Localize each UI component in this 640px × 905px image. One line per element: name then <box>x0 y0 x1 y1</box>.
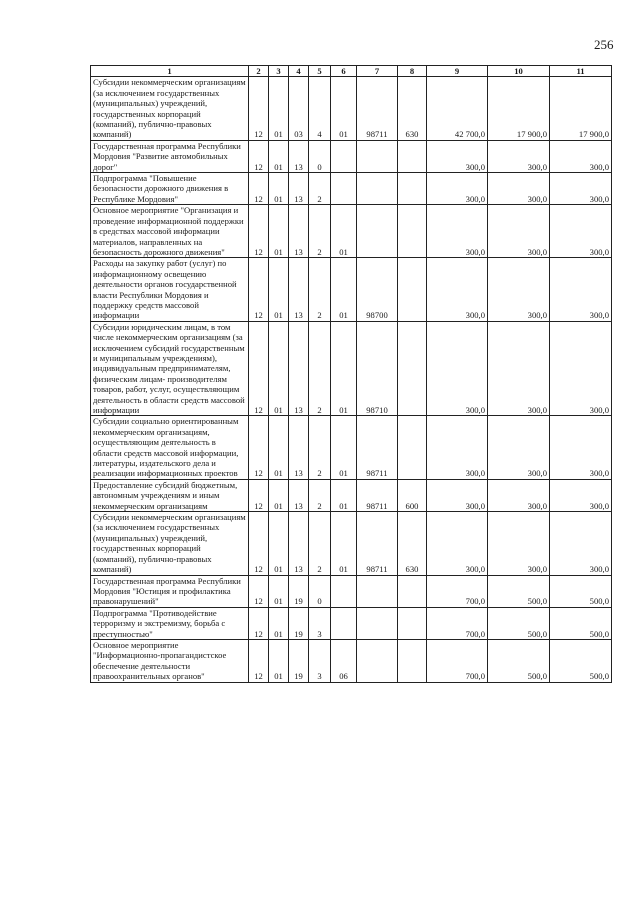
cell-code-4: 03 <box>289 77 309 140</box>
cell-amount-9: 300,0 <box>427 512 488 575</box>
cell-code-3: 01 <box>269 77 289 140</box>
cell-amount-10: 300,0 <box>488 479 550 511</box>
table-row <box>91 77 612 140</box>
column-header: 2 <box>249 66 269 77</box>
cell-code-5: 2 <box>309 173 331 205</box>
table-row <box>91 512 612 575</box>
row-description: Субсидии юридическим лицам, в том числе некоммерческим организациям (за исключением субсидий государственным и муниципальным учреждениям), индивидуальным предпринимателям, физическим лицам- производителям товаров, работ, услуг, осуществляющим деятельность в области средств массовой информации <box>91 321 249 416</box>
cell-code-7 <box>357 205 398 258</box>
cell-code-5: 3 <box>309 639 331 682</box>
column-header: 3 <box>269 66 289 77</box>
cell-code-7 <box>357 607 398 639</box>
cell-code-8: 600 <box>398 479 427 511</box>
cell-code-3: 01 <box>269 258 289 321</box>
cell-code-3: 01 <box>269 205 289 258</box>
cell-code-2: 12 <box>249 512 269 575</box>
cell-code-2: 12 <box>249 416 269 479</box>
row-description: Субсидии социально ориентированным некоммерческим организациям, осуществляющим деятельность в области средств массовой информации, литературы, издательского дела и реализации информационных проектов <box>91 416 249 479</box>
cell-code-8 <box>398 639 427 682</box>
cell-amount-10: 500,0 <box>488 575 550 607</box>
cell-amount-10: 300,0 <box>488 258 550 321</box>
cell-code-6: 01 <box>331 258 357 321</box>
row-description: Основное мероприятие "Организация и проведение информационной поддержки в средствах массовой информации материалов, направленных на безопасность дорожного движения" <box>91 205 249 258</box>
cell-amount-11: 300,0 <box>550 173 612 205</box>
cell-code-3: 01 <box>269 607 289 639</box>
cell-code-3: 01 <box>269 173 289 205</box>
table-row <box>91 258 612 321</box>
table-row <box>91 479 612 511</box>
cell-amount-9: 300,0 <box>427 416 488 479</box>
cell-amount-11: 300,0 <box>550 258 612 321</box>
cell-code-3: 01 <box>269 575 289 607</box>
page-number: 256 <box>594 37 614 52</box>
column-header: 1 <box>91 66 249 77</box>
cell-code-6 <box>331 140 357 172</box>
cell-code-5: 2 <box>309 205 331 258</box>
row-description: Расходы на закупку работ (услуг) по информационному освещению деятельности органов государственной власти Республики Мордовия и поддержку средств массовой информации <box>91 258 249 321</box>
cell-amount-10: 300,0 <box>488 512 550 575</box>
cell-code-8 <box>398 258 427 321</box>
cell-code-5: 2 <box>309 512 331 575</box>
column-header: 10 <box>488 66 550 77</box>
cell-code-4: 13 <box>289 140 309 172</box>
cell-code-3: 01 <box>269 512 289 575</box>
cell-code-3: 01 <box>269 416 289 479</box>
cell-code-4: 13 <box>289 173 309 205</box>
header-row <box>91 66 612 77</box>
cell-code-8 <box>398 575 427 607</box>
cell-code-2: 12 <box>249 575 269 607</box>
cell-amount-9: 700,0 <box>427 575 488 607</box>
cell-code-7: 98710 <box>357 321 398 416</box>
cell-amount-10: 300,0 <box>488 173 550 205</box>
cell-code-6: 01 <box>331 205 357 258</box>
row-description: Основное мероприятие "Информационно-пропагандистское обеспечение деятельности правоохранительных органов" <box>91 639 249 682</box>
column-header: 4 <box>289 66 309 77</box>
cell-code-2: 12 <box>249 173 269 205</box>
cell-code-8: 630 <box>398 512 427 575</box>
cell-amount-10: 300,0 <box>488 140 550 172</box>
cell-code-7 <box>357 173 398 205</box>
cell-amount-11: 300,0 <box>550 416 612 479</box>
cell-code-4: 13 <box>289 416 309 479</box>
cell-code-5: 0 <box>309 575 331 607</box>
cell-code-8 <box>398 173 427 205</box>
cell-amount-11: 300,0 <box>550 205 612 258</box>
table-row <box>91 321 612 416</box>
table-row <box>91 575 612 607</box>
cell-amount-10: 17 900,0 <box>488 77 550 140</box>
cell-code-5: 0 <box>309 140 331 172</box>
cell-amount-11: 300,0 <box>550 321 612 416</box>
row-description: Предоставление субсидий бюджетным, автономным учреждениям и иным некоммерческим организациям <box>91 479 249 511</box>
row-description: Государственная программа Республики Мордовия "Юстиция и профилактика правонарушений" <box>91 575 249 607</box>
table-row <box>91 140 612 172</box>
cell-code-6 <box>331 575 357 607</box>
cell-code-6: 01 <box>331 321 357 416</box>
cell-code-5: 4 <box>309 77 331 140</box>
cell-code-7: 98711 <box>357 479 398 511</box>
cell-code-2: 12 <box>249 607 269 639</box>
table-row <box>91 416 612 479</box>
cell-amount-9: 300,0 <box>427 258 488 321</box>
row-description: Субсидии некоммерческим организациям (за исключением государственных (муниципальных) учреждений, государственных корпораций (компаний), публично-правовых компаний) <box>91 77 249 140</box>
cell-code-6: 06 <box>331 639 357 682</box>
cell-amount-9: 300,0 <box>427 173 488 205</box>
row-description: Государственная программа Республики Мордовия "Развитие автомобильных дорог" <box>91 140 249 172</box>
cell-amount-11: 300,0 <box>550 140 612 172</box>
cell-code-6: 01 <box>331 479 357 511</box>
column-header: 5 <box>309 66 331 77</box>
cell-code-8 <box>398 607 427 639</box>
cell-code-8: 630 <box>398 77 427 140</box>
cell-code-8 <box>398 205 427 258</box>
cell-amount-10: 300,0 <box>488 205 550 258</box>
cell-amount-10: 300,0 <box>488 416 550 479</box>
cell-amount-9: 300,0 <box>427 479 488 511</box>
cell-amount-10: 300,0 <box>488 321 550 416</box>
cell-amount-9: 42 700,0 <box>427 77 488 140</box>
cell-amount-9: 300,0 <box>427 140 488 172</box>
cell-code-7: 98700 <box>357 258 398 321</box>
cell-code-4: 13 <box>289 512 309 575</box>
cell-code-8 <box>398 416 427 479</box>
cell-code-5: 3 <box>309 607 331 639</box>
row-description: Подпрограмма "Повышение безопасности дорожного движения в Республике Мордовия" <box>91 173 249 205</box>
cell-code-7 <box>357 140 398 172</box>
column-header: 11 <box>550 66 612 77</box>
cell-code-7: 98711 <box>357 512 398 575</box>
cell-code-7: 98711 <box>357 416 398 479</box>
cell-code-4: 19 <box>289 639 309 682</box>
cell-amount-11: 300,0 <box>550 512 612 575</box>
cell-code-5: 2 <box>309 479 331 511</box>
cell-code-7 <box>357 639 398 682</box>
cell-amount-10: 500,0 <box>488 639 550 682</box>
cell-amount-10: 500,0 <box>488 607 550 639</box>
cell-code-4: 13 <box>289 321 309 416</box>
cell-code-8 <box>398 140 427 172</box>
cell-amount-11: 500,0 <box>550 639 612 682</box>
cell-code-2: 12 <box>249 321 269 416</box>
column-header: 8 <box>398 66 427 77</box>
cell-amount-11: 17 900,0 <box>550 77 612 140</box>
cell-code-3: 01 <box>269 140 289 172</box>
table-row <box>91 639 612 682</box>
cell-amount-9: 700,0 <box>427 639 488 682</box>
cell-amount-11: 300,0 <box>550 479 612 511</box>
cell-code-2: 12 <box>249 77 269 140</box>
cell-code-2: 12 <box>249 639 269 682</box>
cell-code-2: 12 <box>249 205 269 258</box>
row-description: Субсидии некоммерческим организациям (за исключением государственных (муниципальных) учреждений, государственных корпораций (компаний), публично-правовых компаний) <box>91 512 249 575</box>
cell-code-3: 01 <box>269 639 289 682</box>
cell-code-6 <box>331 607 357 639</box>
cell-code-6: 01 <box>331 416 357 479</box>
cell-amount-9: 300,0 <box>427 205 488 258</box>
cell-code-7 <box>357 575 398 607</box>
cell-code-5: 2 <box>309 321 331 416</box>
cell-code-2: 12 <box>249 479 269 511</box>
cell-code-6: 01 <box>331 77 357 140</box>
table-row <box>91 205 612 258</box>
cell-amount-11: 500,0 <box>550 607 612 639</box>
cell-code-4: 19 <box>289 607 309 639</box>
cell-code-8 <box>398 321 427 416</box>
cell-code-4: 13 <box>289 205 309 258</box>
cell-code-6 <box>331 173 357 205</box>
table-row <box>91 607 612 639</box>
row-description: Подпрограмма "Противодействие терроризму и экстремизму, борьба с преступностью" <box>91 607 249 639</box>
cell-amount-9: 700,0 <box>427 607 488 639</box>
column-header: 6 <box>331 66 357 77</box>
cell-code-7: 98711 <box>357 77 398 140</box>
cell-amount-11: 500,0 <box>550 575 612 607</box>
cell-code-4: 13 <box>289 258 309 321</box>
column-header: 7 <box>357 66 398 77</box>
cell-code-3: 01 <box>269 321 289 416</box>
column-header: 9 <box>427 66 488 77</box>
cell-code-4: 19 <box>289 575 309 607</box>
budget-table <box>90 65 612 683</box>
cell-code-2: 12 <box>249 258 269 321</box>
cell-code-4: 13 <box>289 479 309 511</box>
cell-code-5: 2 <box>309 416 331 479</box>
cell-code-6: 01 <box>331 512 357 575</box>
cell-amount-9: 300,0 <box>427 321 488 416</box>
table-row <box>91 173 612 205</box>
cell-code-5: 2 <box>309 258 331 321</box>
cell-code-3: 01 <box>269 479 289 511</box>
cell-code-2: 12 <box>249 140 269 172</box>
